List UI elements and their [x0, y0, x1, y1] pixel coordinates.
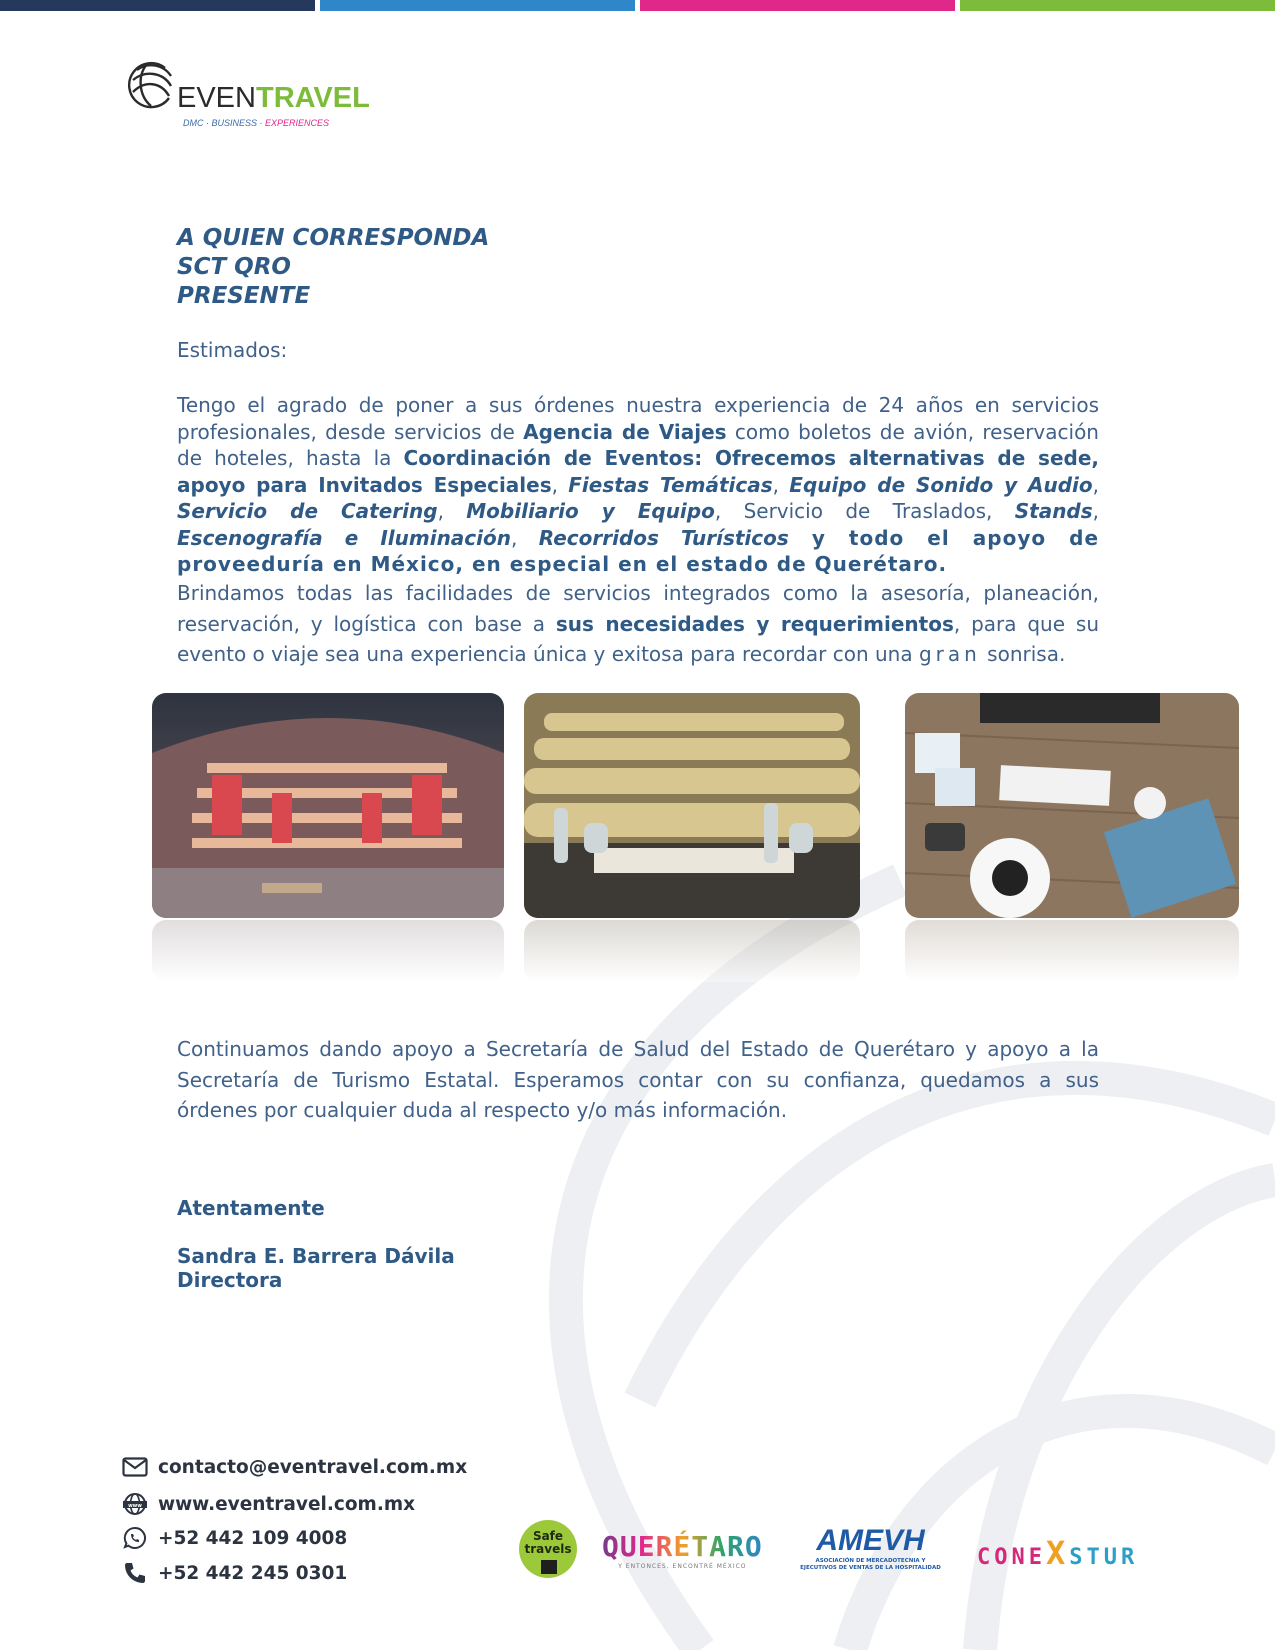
p1-sonido: Equipo de Sonido y Audio	[789, 472, 1093, 497]
greeting: Estimados:	[177, 338, 288, 362]
addressee-line-3: PRESENTE	[177, 283, 311, 309]
phone-icon	[122, 1560, 148, 1586]
queretaro-wordmark: QUERÉTARO	[602, 1530, 763, 1563]
whatsapp-icon	[122, 1525, 148, 1551]
signer-name: Sandra E. Barrera Dávila	[177, 1244, 455, 1268]
p1-escenografia: Escenografía e Iluminación	[177, 525, 511, 550]
conexstur-logo	[977, 1534, 1138, 1572]
contact-email[interactable]	[122, 1454, 467, 1480]
p1-agencia: Agencia de Viajes	[523, 419, 727, 444]
p1-fiestas: Fiestas Temáticas	[568, 472, 773, 497]
photo-reflection-1	[152, 920, 504, 982]
signature-block	[177, 1196, 1099, 1292]
conexstur-part1: CONE	[977, 1545, 1046, 1570]
p1-sep-g: ,	[772, 472, 790, 497]
www-globe-icon	[122, 1491, 148, 1517]
safe-travels-line-1: Safe	[532, 1529, 564, 1543]
p1-sep-k: ,	[437, 499, 467, 523]
strip-blue	[320, 0, 635, 11]
safe-travels-line-2: travels	[524, 1542, 572, 1556]
phone-text[interactable]: +52 442 245 0301	[158, 1562, 348, 1584]
tagline-part1: DMC · BUSINESS ·	[183, 118, 266, 128]
contact-website[interactable]	[122, 1491, 415, 1517]
convention-center-photo	[152, 693, 504, 918]
amevh-wordmark: AMEVH	[816, 1524, 925, 1557]
brand-name	[177, 82, 370, 115]
brand-tagline	[183, 118, 329, 128]
amevh-subtitle: ASOCIACIÓN DE MERCADOTECNIA Y EJECUTIVOS DE VENTAS DE LA HOSPITALIDAD	[800, 1558, 941, 1571]
addressee-line-1: A QUIEN CORRESPONDA	[177, 225, 490, 251]
p1-sep-i: ,	[1092, 472, 1100, 497]
svg-text:www: www	[128, 1503, 142, 1509]
p1-recorridos: Recorridos Turísticos	[538, 525, 789, 550]
p2-necesidades: sus necesidades y requerimientos	[555, 611, 954, 636]
eventravel-logo	[125, 60, 370, 140]
strip-navy	[0, 0, 315, 11]
mail-icon	[122, 1454, 148, 1480]
p1-proveeduria: y todo el apoyo de proveeduría en México, en especial en el estado de Querétaro.	[177, 525, 1100, 576]
photo-reflection-2	[524, 920, 860, 982]
tagline-part2: EXPERIENCES	[265, 118, 330, 128]
conexstur-part2: STUR	[1069, 1545, 1139, 1570]
top-color-strip	[0, 0, 1275, 11]
p2-gran: gran	[918, 642, 981, 666]
p1-coordinacion: Coordinación de Eventos: Ofrecemos alternativas de sede, apoyo para Invitados Especiales	[177, 446, 1099, 497]
closing: Atentamente	[177, 1196, 325, 1220]
p1-stands: Stands	[1014, 499, 1093, 523]
addressee-block	[177, 224, 1099, 311]
travel-desk-photo	[905, 693, 1239, 918]
photo-reflection-3	[905, 920, 1239, 982]
amevh-logo	[798, 1524, 943, 1572]
p1-sep-e: ,	[551, 472, 569, 497]
paragraph-integrated-services	[177, 578, 1099, 670]
addressee-line-2: SCT QRO	[177, 254, 291, 280]
safe-travels-logo	[519, 1520, 577, 1578]
queretaro-logo	[602, 1530, 763, 1570]
strip-pink	[640, 0, 955, 11]
p1-text-a: Tengo el agrado de poner a sus órdenes nuestra experiencia de 24 años en servicios profesionales, desde servicios de	[177, 393, 1099, 444]
signer-title: Directora	[177, 1268, 283, 1292]
queretaro-slogan: Y ENTONCES, ENCONTRÉ MÉXICO	[618, 1563, 747, 1570]
wttc-badge	[541, 1560, 557, 1574]
contact-phone[interactable]	[122, 1560, 347, 1586]
p1-sep-q: ,	[511, 525, 539, 550]
p2-text-a: Brindamos todas las facilidades de servicios integrados como la asesoría, planeación, reservación, y logística con base a	[177, 581, 1099, 636]
p1-catering: Servicio de Catering	[177, 499, 438, 523]
whatsapp-text[interactable]: +52 442 109 4008	[158, 1527, 348, 1549]
paragraph-services	[177, 392, 1099, 578]
p1-traslados: , Servicio de Traslados,	[714, 499, 1015, 523]
contact-whatsapp[interactable]	[122, 1525, 347, 1551]
banquet-hall-photo	[524, 693, 860, 918]
conexstur-x: X	[1045, 1534, 1070, 1572]
p2-text-c: , para que su evento o viaje sea una experiencia única y exitosa para recordar con una	[177, 611, 1099, 666]
brand-name-part2: TRAVEL	[255, 82, 370, 114]
email-text[interactable]: contacto@eventravel.com.mx	[158, 1456, 468, 1478]
website-text[interactable]: www.eventravel.com.mx	[158, 1493, 416, 1515]
p2-text-e: sonrisa.	[980, 642, 1066, 666]
brand-name-part1: EVEN	[177, 82, 256, 114]
p1-mobiliario: Mobiliario y Equipo	[466, 499, 715, 523]
p1-sep-o: ,	[1092, 499, 1100, 523]
paragraph-support: Continuamos dando apoyo a Secretaría de Salud del Estado de Querétaro y apoyo a la Secretaría de Turismo Estatal. Esperamos contar con su confianza, quedamos a sus órdenes por cualquier duda al respecto y/o más información.	[177, 1037, 1099, 1122]
globe-logo-icon	[125, 60, 175, 112]
strip-green	[960, 0, 1275, 11]
p1-text-c: como boletos de avión, reservación de hoteles, hasta la	[177, 419, 1099, 470]
